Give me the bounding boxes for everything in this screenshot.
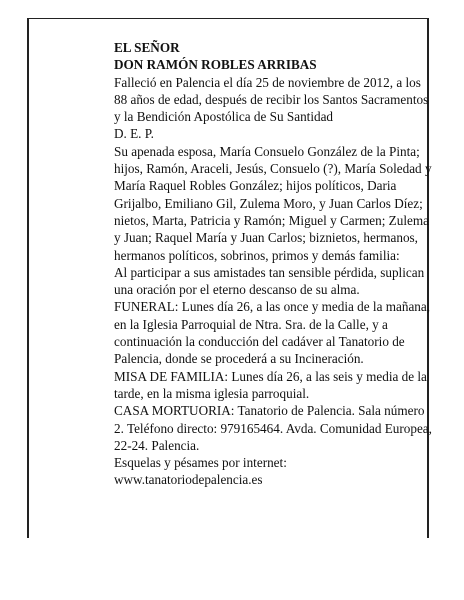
obituary-notice: [114, 39, 432, 489]
death-announcement: Falleció en Palencia el día 25 de noviembre de 2012, a los 88 años de edad, después de recibir los Santos Sacramentos y la Bendición Apostólica de Su Santidad: [114, 74, 429, 125]
funeral-home-details: CASA MORTUORIA: Tanatorio de Palencia. Sala número 2. Teléfono directo: 979165464. Avda. Comunidad Europea, 22-24. Palencia.: [114, 403, 432, 453]
prayer-request: Al participar a sus amistades tan sensible pérdida, suplican una oración por el eterno descanso de su alma.: [114, 264, 425, 298]
funeral-details: FUNERAL: Lunes día 26, a las once y media de la mañana, en la Iglesia Parroquial de Ntra. Sra. de la Calle, y a continuación la conducción del cadáver al Tanatorio de Palencia, donde se procederá a su Incineración.: [114, 299, 431, 367]
family-mass-details: MISA DE FAMILIA: Lunes día 26, a las seis y media de la tarde, en la misma iglesia parroquial.: [114, 368, 427, 401]
rip-abbreviation: D. E. P.: [114, 126, 154, 142]
funeral-home-website: www.tanatoriodepalencia.es: [114, 472, 263, 488]
heading-title: EL SEÑOR: [114, 40, 180, 55]
online-condolences-label: Esquelas y pésames por internet:: [114, 455, 287, 471]
family-list: Su apenada esposa, María Consuelo González de la Pinta; hijos, Ramón, Araceli, Jesús, Consuelo (?), María Soledad y María Raquel Robles González; hijos políticos, Daria Grijalbo, Emiliano Gil, Zulema Moro, y Juan Carlos Díez; nietos, Marta, Patricia y Ramón; Miguel y Carmen; Zulema y Juan; Raquel María y Juan Carlos; biznietos, hermanos, hermanos políticos, sobrinos, primos y demás familia:: [114, 143, 432, 263]
heading-name: DON RAMÓN ROBLES ARRIBAS: [114, 57, 317, 73]
